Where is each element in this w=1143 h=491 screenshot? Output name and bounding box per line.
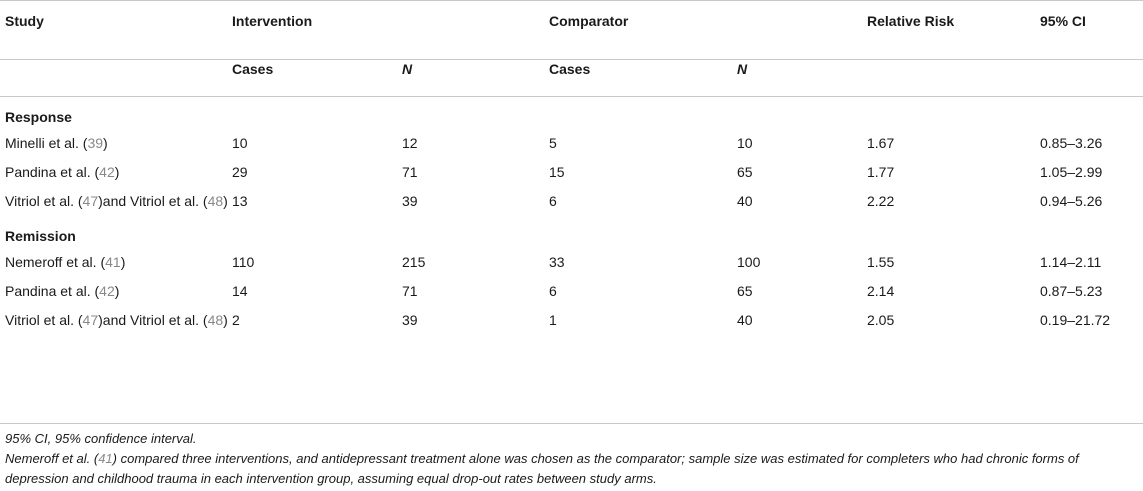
table-row (0, 131, 1143, 160)
section-row (0, 218, 1143, 250)
study-name: Minelli et al. ( (5, 135, 88, 151)
section-spacer (402, 99, 549, 131)
comparator-cases-cell: 5 (549, 135, 557, 151)
study-name: Nemeroff et al. ( (5, 254, 106, 270)
section-spacer (1040, 99, 1143, 131)
table-row (0, 308, 1143, 337)
footnote-abbreviation: 95% CI, 95% confidence interval. (5, 431, 197, 446)
study-name-second: and Vitriol et al. ( (102, 193, 208, 209)
relative-risk-cell: 2.05 (867, 312, 895, 328)
table-row (0, 160, 1143, 189)
comparator-cases-cell: 6 (549, 193, 557, 209)
table-header (0, 0, 1143, 99)
study-cell (0, 308, 232, 337)
section-spacer (549, 99, 737, 131)
subheader-intervention-cases: Cases (232, 61, 274, 77)
section-spacer (232, 99, 402, 131)
footnote-note (5, 449, 1135, 489)
relative-risk-cell: 2.22 (867, 193, 895, 209)
study-cell (0, 160, 232, 189)
intervention-cases-cell: 13 (232, 193, 248, 209)
comparator-n-cell: 65 (737, 164, 753, 180)
study-ref-link[interactable]: 47 (82, 193, 99, 209)
study-ref-link[interactable]: 48 (207, 193, 224, 209)
header-spacer-2 (737, 0, 867, 51)
study-name-end: ) (98, 193, 103, 209)
study-name: Pandina et al. ( (5, 164, 100, 180)
study-name: Vitriol et al. ( (5, 312, 83, 328)
intervention-n-cell: 39 (402, 193, 418, 209)
section-spacer (1040, 218, 1143, 250)
study-name-end: ) (114, 283, 120, 299)
study-ref-link[interactable]: 39 (87, 135, 104, 151)
footnote-note-rest: ) compared three interventions, and antidepressant treatment alone was chosen as the comparator; sample size was estimated for completers who had chronic forms of depression and childhood trauma in each intervention group, assuming equal drop-out rates between study arms. (5, 451, 1079, 486)
confidence-interval-cell: 1.05–2.99 (1040, 164, 1103, 180)
study-name-second-end: ) (223, 312, 228, 328)
section-spacer (549, 218, 737, 250)
confidence-interval-cell: 0.87–5.23 (1040, 283, 1103, 299)
intervention-cases-cell: 14 (232, 283, 248, 299)
comparator-cases-cell: 6 (549, 283, 557, 299)
subheader-comparator-cases: Cases (549, 61, 591, 77)
section-title: Response (5, 109, 72, 125)
comparator-n-cell: 65 (737, 283, 753, 299)
confidence-interval-cell: 0.94–5.26 (1040, 193, 1103, 209)
relative-risk-cell: 1.67 (867, 135, 895, 151)
section-spacer (402, 218, 549, 250)
intervention-n-cell: 71 (402, 283, 418, 299)
table-bottom-rule (0, 423, 1143, 424)
relative-risk-cell: 1.77 (867, 164, 895, 180)
header-study: Study (5, 13, 44, 29)
header-intervention: Intervention (232, 13, 313, 29)
comparator-cases-cell: 33 (549, 254, 565, 270)
comparator-n-cell: 40 (737, 312, 753, 328)
study-ref-link[interactable]: 41 (105, 254, 121, 270)
comparator-n-cell: 100 (737, 254, 761, 270)
intervention-n-cell: 12 (402, 135, 418, 151)
section-row (0, 99, 1143, 131)
header-bottom-rule (0, 96, 1143, 97)
intervention-cases-cell: 2 (232, 312, 240, 328)
section-title: Remission (5, 228, 76, 244)
confidence-interval-cell: 1.14–2.11 (1040, 254, 1102, 270)
study-name: Vitriol et al. ( (5, 193, 83, 209)
section-spacer (232, 218, 402, 250)
footnote-note-start: Nemeroff et al. ( (5, 451, 99, 466)
n-label: N (402, 61, 413, 77)
intervention-cases-cell: 10 (232, 135, 248, 151)
study-name-end: ) (120, 254, 126, 270)
intervention-cases-cell: 29 (232, 164, 248, 180)
intervention-n-cell: 215 (402, 254, 426, 270)
header-row-main (0, 0, 1143, 51)
footnote-note-ref[interactable]: 41 (98, 451, 113, 466)
study-name-end: ) (114, 164, 120, 180)
table-row (0, 279, 1143, 308)
study-ref-link[interactable]: 47 (82, 312, 99, 328)
section-spacer (737, 99, 867, 131)
study-cell (0, 131, 232, 160)
section-spacer (737, 218, 867, 250)
comparator-n-cell: 10 (737, 135, 753, 151)
study-name-end: ) (103, 135, 108, 151)
study-ref-link[interactable]: 42 (99, 164, 115, 180)
intervention-n-cell: 71 (402, 164, 418, 180)
study-name-second-end: ) (223, 193, 228, 209)
table-row (0, 189, 1143, 218)
study-cell (0, 279, 232, 308)
study-ref-link[interactable]: 48 (207, 312, 224, 328)
table-body (0, 99, 1143, 337)
study-ref-link[interactable]: 42 (99, 283, 115, 299)
intervention-cases-cell: 110 (232, 254, 255, 270)
study-name-second: and Vitriol et al. ( (102, 312, 208, 328)
comparator-n-cell: 40 (737, 193, 753, 209)
comparator-cases-cell: 1 (549, 312, 557, 328)
n-label: N (737, 61, 748, 77)
comparator-cases-cell: 15 (549, 164, 565, 180)
study-name: Pandina et al. ( (5, 283, 100, 299)
confidence-interval-cell: 0.19–21.72 (1040, 312, 1111, 328)
header-ci: 95% CI (1040, 13, 1086, 29)
confidence-interval-cell: 0.85–3.26 (1040, 135, 1103, 151)
table-row (0, 250, 1143, 279)
study-name-end: ) (98, 312, 103, 328)
intervention-n-cell: 39 (402, 312, 418, 328)
header-middle-rule (0, 59, 1143, 60)
study-cell (0, 250, 232, 279)
header-spacer-1 (402, 0, 549, 51)
relative-risk-cell: 2.14 (867, 283, 895, 299)
relative-risk-cell: 1.55 (867, 254, 895, 270)
study-cell (0, 189, 232, 218)
section-spacer (867, 218, 1040, 250)
section-spacer (867, 99, 1040, 131)
header-comparator: Comparator (549, 13, 629, 29)
header-relative-risk: Relative Risk (867, 13, 955, 29)
